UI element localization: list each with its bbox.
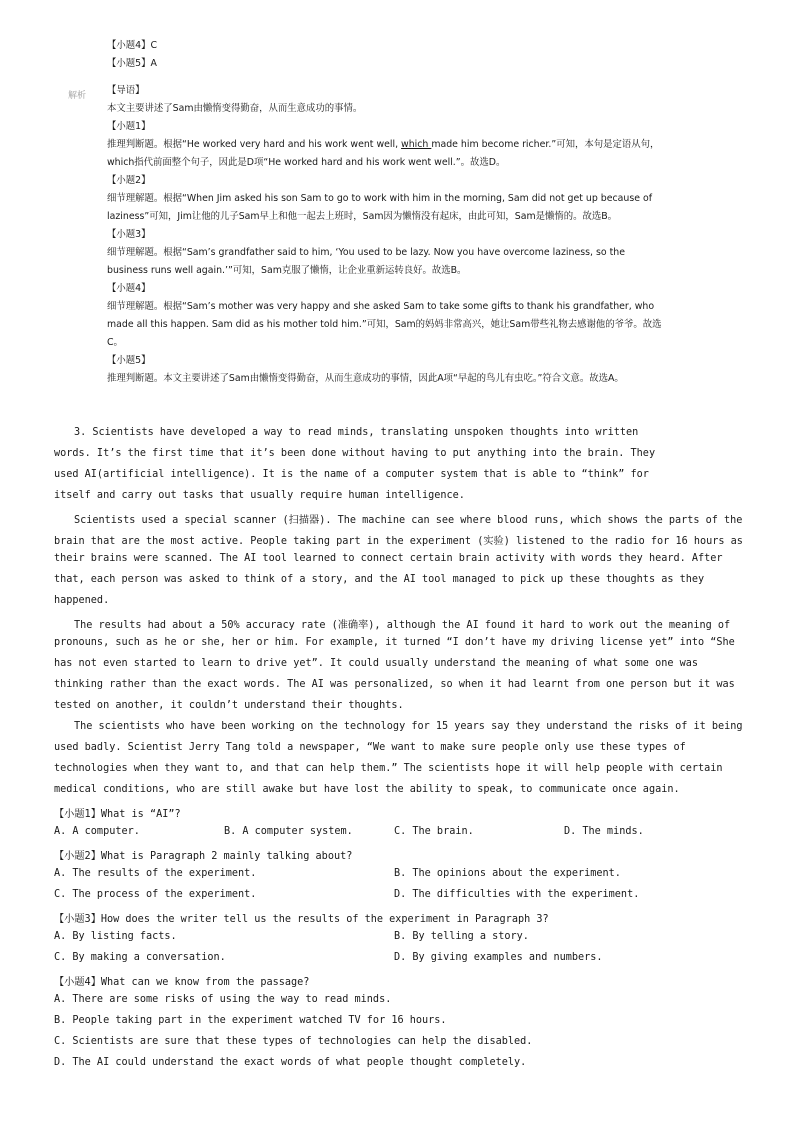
analysis-q2-line1: 细节理解题。根据“When Jim asked his son Sam to go to work with him in the morning, Sam did not get up because of (107, 193, 653, 204)
passage-line: that, each person was asked to think of a story, and the AI tool managed to pick up these thoughts as they (54, 574, 705, 585)
analysis-q1-underlined: which (401, 139, 432, 150)
question-2-option-c[interactable]: C. The process of the experiment. (54, 889, 257, 900)
question-4-option-a[interactable]: A. There are some risks of using the way to read minds. (54, 994, 392, 1005)
passage-line: thinking rather than the exact words. The AI was personalized, so when it had learnt from one person but it was (54, 679, 735, 690)
question-4-option-c[interactable]: C. Scientists are sure that these types of technologies can help the disabled. (54, 1036, 533, 1047)
passage-line: The results had about a 50% accuracy rate (准确率), although the AI found it hard to work out the meaning of (74, 620, 731, 631)
reading-passage (54, 427, 744, 807)
question-4-option-b[interactable]: B. People taking part in the experiment watched TV for 16 hours. (54, 1015, 447, 1026)
passage-line: tested on another, it couldn’t understand their thoughts. (54, 700, 404, 711)
question-3-stem: 【小题3】How does the writer tell us the results of the experiment in Paragraph 3? (54, 914, 549, 925)
question-1-option-d[interactable]: D. The minds. (564, 826, 644, 837)
analysis-q1-part-b: made him become richer.”可知，本句是定语从句， (431, 139, 660, 150)
question-4-option-d[interactable]: D. The AI could understand the exact words of what people thought completely. (54, 1057, 527, 1068)
question-1-option-a[interactable]: A. A computer. (54, 826, 140, 837)
question-3-option-c[interactable]: C. By making a conversation. (54, 952, 226, 963)
passage-line: Scientists used a special scanner (扫描器). The machine can see where blood runs, which shows the parts of the (74, 515, 743, 526)
analysis-q3-line2: business runs well again.’”可知，Sam克服了懒惰，让企业重新运转良好。故选B。 (107, 265, 467, 276)
guide-title: 【导语】 (107, 85, 145, 96)
answer-q5: 【小题5】A (107, 58, 157, 69)
answer-q4: 【小题4】C (107, 40, 158, 51)
question-3-option-b[interactable]: B. By telling a story. (394, 931, 529, 942)
analysis-q3-line1: 细节理解题。根据“Sam’s grandfather said to him, ‘You used to be lazy. Now you have overcome laziness, so the (107, 247, 625, 258)
question-3-option-a[interactable]: A. By listing facts. (54, 931, 177, 942)
analysis-tag: 解析 (68, 91, 87, 101)
passage-line: technologies when they want to, and that can help them.” The scientists hope it will help people with certain (54, 763, 723, 774)
analysis-q4-line2: made all this happen. Sam did as his mother told him.”可知，Sam的妈妈非常高兴，她让Sam带些礼物去感谢他的爷爷。故选 (107, 319, 662, 330)
passage-line: itself and carry out tasks that usually require human intelligence. (54, 490, 465, 501)
question-3-option-d[interactable]: D. By giving examples and numbers. (394, 952, 603, 963)
passage-line: has not even started to learn to drive yet”. It could usually understand the meaning of what some one was (54, 658, 699, 669)
analysis-q1-line1 (107, 136, 659, 154)
passage-line: happened. (54, 595, 110, 606)
analysis-q2-line2: laziness”可知，Jim让他的儿子Sam早上和他一起去上班时，Sam因为懒惰没有起床，由此可知，Sam是懒惰的。故选B。 (107, 211, 618, 222)
analysis-q4-line1: 细节理解题。根据“Sam’s mother was very happy and she asked Sam to take some gifts to thank his grandfather, who (107, 301, 655, 312)
analysis-q5-line1: 推理判断题。本文主要讲述了Sam由懒惰变得勤奋，从而生意成功的事情，因此A项“早起的鸟儿有虫吃。”符合文意。故选A。 (107, 373, 624, 384)
question-2-option-b[interactable]: B. The opinions about the experiment. (394, 868, 621, 879)
passage-line: used AI(artificial intelligence). It is the name of a computer system that is able to “think” for (54, 469, 649, 480)
question-2-option-a[interactable]: A. The results of the experiment. (54, 868, 257, 879)
passage-line: 3. Scientists have developed a way to read minds, translating unspoken thoughts into written (74, 427, 639, 438)
question-1-option-b[interactable]: B. A computer system. (224, 826, 353, 837)
question-1-stem: 【小题1】What is “AI”? (54, 809, 181, 820)
guide-text: 本文主要讲述了Sam由懒惰变得勤奋，从而生意成功的事情。 (107, 103, 363, 114)
analysis-q5-title: 【小题5】 (107, 355, 151, 366)
analysis-q4-line3: C。 (107, 337, 123, 348)
question-block (54, 805, 744, 1075)
passage-line: medical conditions, who are still awake but have lost the ability to speak, to communicate once again. (54, 784, 680, 795)
passage-line: used badly. Scientist Jerry Tang told a newspaper, “We want to make sure people only use these types of (54, 742, 686, 753)
analysis-q1-title: 【小题1】 (107, 121, 151, 132)
passage-line: The scientists who have been working on the technology for 15 years say they understand the risks of it being (74, 721, 743, 732)
question-4-stem: 【小题4】What can we know from the passage? (54, 977, 310, 988)
question-1-option-c[interactable]: C. The brain. (394, 826, 474, 837)
passage-line: words. It’s the first time that it’s been done without having to put anything into the brain. They (54, 448, 656, 459)
passage-line: pronouns, such as he or she, her or him. For example, it turned “I don’t have my driving license yet” into “She (54, 637, 735, 648)
question-2-option-d[interactable]: D. The difficulties with the experiment. (394, 889, 640, 900)
analysis-q1-line2: which指代前面整个句子，因此是D项“He worked hard and his work went well.”。故选D。 (107, 157, 506, 168)
analysis-q1-part-a: 推理判断题。根据“He worked very hard and his work went well, (107, 139, 402, 150)
passage-line: their brains were scanned. The AI tool learned to connect certain brain activity with words they heard. After (54, 553, 723, 564)
question-2-stem: 【小题2】What is Paragraph 2 mainly talking about? (54, 851, 353, 862)
passage-line: brain that are the most active. People taking part in the experiment (实验) listened to the radio for 16 hours as (54, 536, 743, 547)
analysis-q3-title: 【小题3】 (107, 229, 151, 240)
analysis-q4-title: 【小题4】 (107, 283, 151, 294)
analysis-q2-title: 【小题2】 (107, 175, 151, 186)
